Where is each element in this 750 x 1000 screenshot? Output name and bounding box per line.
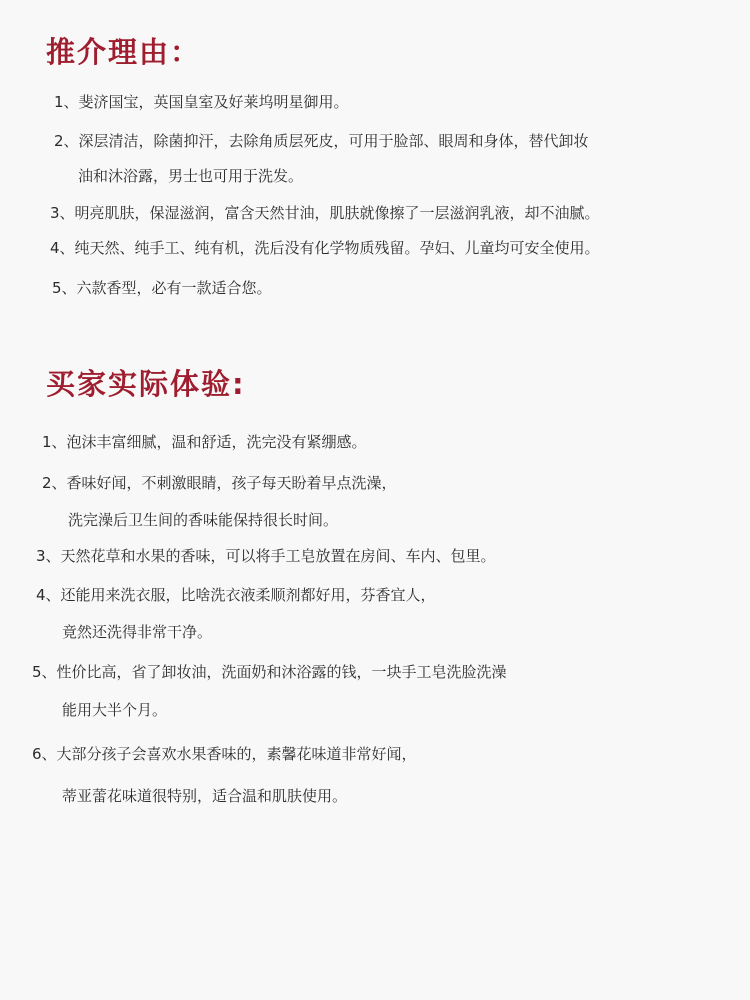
experience-line-2: 2、香味好闻，不刺激眼睛，孩子每天盼着早点洗澡， (42, 474, 397, 492)
experience-line-4: 4、还能用来洗衣服，比啥洗衣液柔顺剂都好用，芬香宜人， (36, 586, 436, 604)
experience-line-5-cont: 能用大半个月。 (62, 701, 168, 719)
experience-line-6-cont: 蒂亚蕾花味道很特别，适合温和肌肤使用。 (62, 787, 348, 805)
recommend-line-2-cont: 油和沐浴露，男士也可用于洗发。 (78, 167, 304, 185)
experience-line-5: 5、性价比高，省了卸妆油，洗面奶和沐浴露的钱，一块手工皂洗脸洗澡 (32, 663, 507, 681)
experience-line-1: 1、泡沫丰富细腻，温和舒适，洗完没有紧绷感。 (42, 433, 367, 451)
experience-heading: 买家实际体验: (46, 367, 246, 401)
recommend-line-5: 5、六款香型，必有一款适合您。 (52, 279, 272, 297)
recommend-line-2: 2、深层清洁，除菌抑汗，去除角质层死皮，可用于脸部、眼周和身体，替代卸妆 (54, 132, 589, 150)
experience-line-6: 6、大部分孩子会喜欢水果香味的，素馨花味道非常好闻， (32, 745, 417, 763)
experience-line-4-cont: 竟然还洗得非常干净。 (62, 623, 213, 641)
recommend-heading: 推介理由： (46, 35, 202, 69)
experience-line-3: 3、天然花草和水果的香味，可以将手工皂放置在房间、车内、包里。 (36, 547, 496, 565)
recommend-line-1: 1、斐济国宝，英国皇室及好莱坞明星御用。 (54, 93, 349, 111)
recommend-line-3: 3、明亮肌肤，保湿滋润，富含天然甘油，肌肤就像擦了一层滋润乳液，却不油腻。 (50, 204, 600, 222)
recommend-line-4: 4、纯天然、纯手工、纯有机，洗后没有化学物质残留。孕妇、儿童均可安全使用。 (50, 239, 600, 257)
experience-line-2-cont: 洗完澡后卫生间的香味能保持很长时间。 (68, 511, 339, 529)
